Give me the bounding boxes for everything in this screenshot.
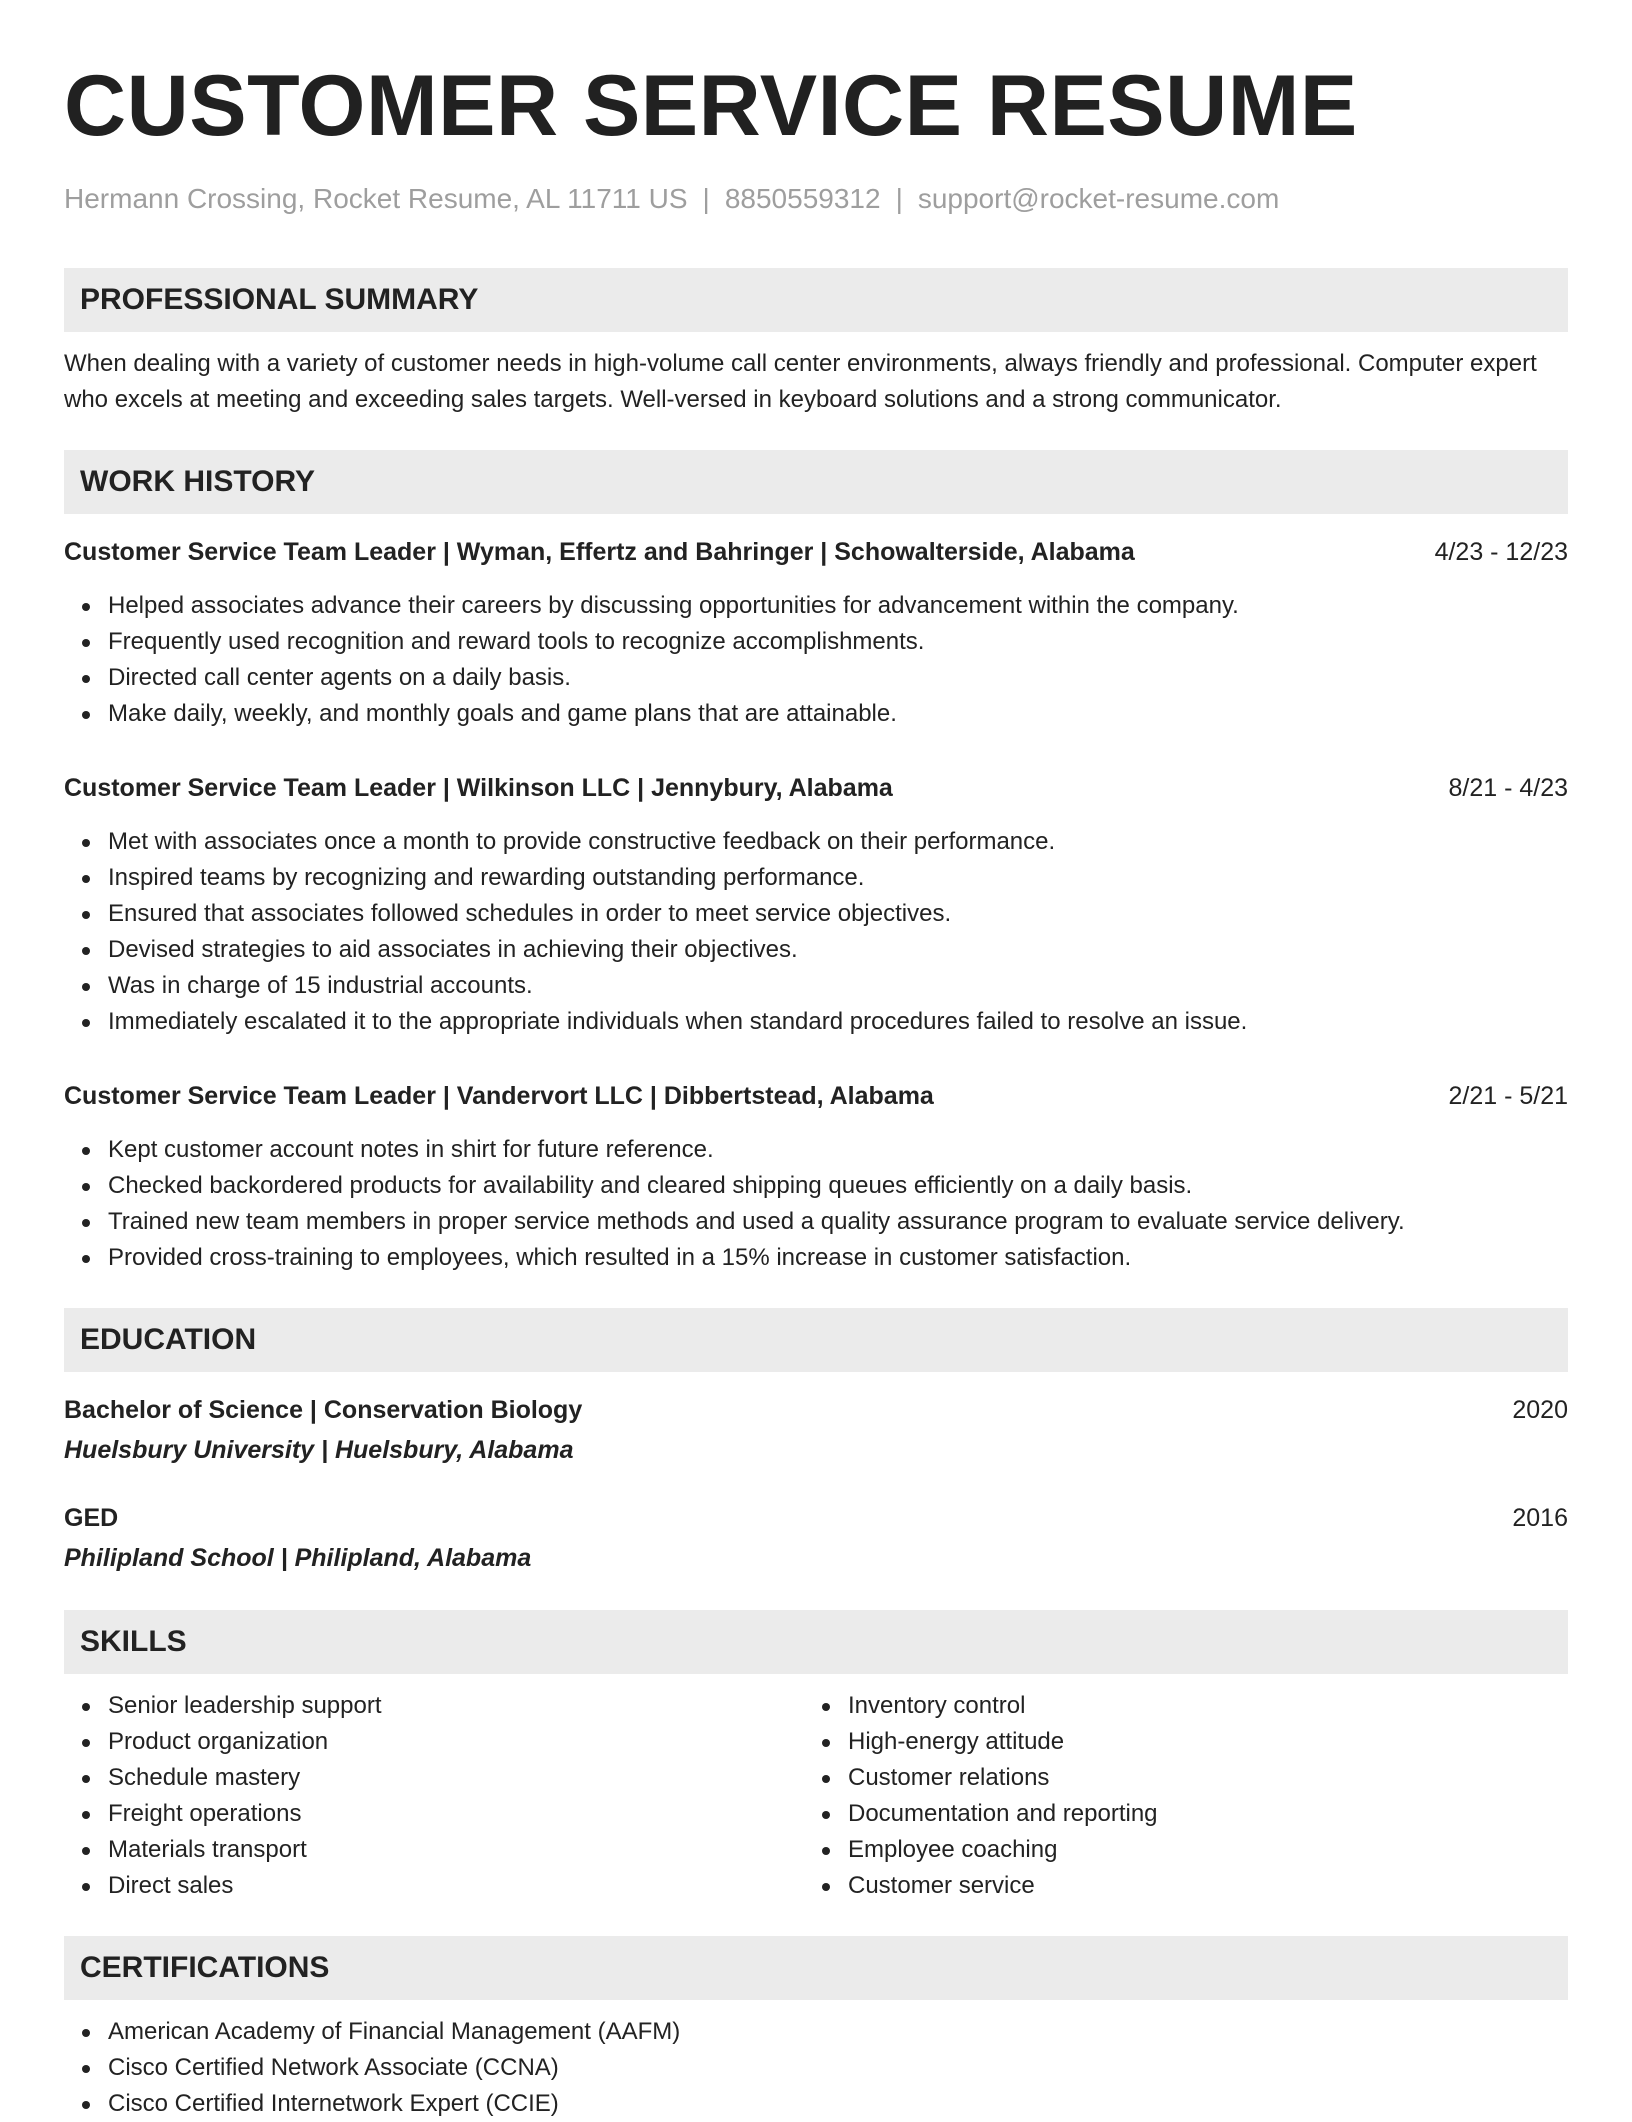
certifications-list bbox=[64, 2014, 1568, 2122]
job-header bbox=[64, 1078, 1568, 1114]
section-heading-certifications: CERTIFICATIONS bbox=[64, 1936, 1568, 2000]
skill-item: Inventory control bbox=[848, 1688, 1544, 1724]
job-title: Customer Service Team Leader | Wyman, Effertz and Bahringer | Schowalterside, Alabama bbox=[64, 538, 1135, 566]
skill-item: Product organization bbox=[108, 1724, 804, 1760]
job-bullet: Trained new team members in proper service methods and used a quality assurance program to evaluate service delivery. bbox=[108, 1204, 1568, 1240]
job-title: Customer Service Team Leader | Vandervort LLC | Dibbertstead, Alabama bbox=[64, 1082, 934, 1110]
skill-item: Materials transport bbox=[108, 1832, 804, 1868]
contact-address: Hermann Crossing, Rocket Resume, AL 11711 US bbox=[64, 183, 688, 214]
education-entry bbox=[64, 1500, 1568, 1576]
skill-item: Senior leadership support bbox=[108, 1688, 804, 1724]
job-bullets bbox=[64, 588, 1568, 732]
skill-item: Direct sales bbox=[108, 1868, 804, 1904]
job-title: Customer Service Team Leader | Wilkinson LLC | Jennybury, Alabama bbox=[64, 774, 893, 802]
certification-item: Cisco Certified Internetwork Expert (CCIE) bbox=[108, 2086, 1568, 2122]
education-header bbox=[64, 1500, 1568, 1536]
job-bullet: Directed call center agents on a daily basis. bbox=[108, 660, 1568, 696]
section-heading-education: EDUCATION bbox=[64, 1308, 1568, 1372]
job-entry bbox=[64, 1078, 1568, 1276]
job-bullet: Kept customer account notes in shirt for future reference. bbox=[108, 1132, 1568, 1168]
resume-page bbox=[64, 0, 1568, 2122]
job-bullet: Immediately escalated it to the appropriate individuals when standard procedures failed to resolve an issue. bbox=[108, 1004, 1568, 1040]
summary-text: When dealing with a variety of customer needs in high-volume call center environments, always friendly and professional. Computer expert who excels at meeting and exceeding sales targets. Well-versed in keyboard solutions and a strong communicator. bbox=[64, 350, 1537, 413]
contact-separator: | bbox=[702, 183, 710, 214]
section-heading-work-history: WORK HISTORY bbox=[64, 450, 1568, 514]
education-degree: Bachelor of Science | Conservation Biology bbox=[64, 1396, 583, 1424]
job-bullet: Make daily, weekly, and monthly goals and game plans that are attainable. bbox=[108, 696, 1568, 732]
job-dates: 8/21 - 4/23 bbox=[1448, 774, 1568, 802]
job-bullets bbox=[64, 824, 1568, 1040]
contact-separator: | bbox=[895, 183, 903, 214]
education-entry bbox=[64, 1392, 1568, 1468]
skills-column-left bbox=[64, 1688, 804, 1904]
job-bullet: Ensured that associates followed schedules in order to meet service objectives. bbox=[108, 896, 1568, 932]
job-bullet: Met with associates once a month to provide constructive feedback on their performance. bbox=[108, 824, 1568, 860]
education-degree: GED bbox=[64, 1504, 119, 1532]
certification-item: Cisco Certified Network Associate (CCNA) bbox=[108, 2050, 1568, 2086]
job-bullets bbox=[64, 1132, 1568, 1276]
skills-grid bbox=[64, 1688, 1568, 1904]
job-bullet: Was in charge of 15 industrial accounts. bbox=[108, 968, 1568, 1004]
education-year: 2020 bbox=[1512, 1396, 1568, 1424]
skill-item: Documentation and reporting bbox=[848, 1796, 1544, 1832]
job-entry bbox=[64, 534, 1568, 732]
contact-phone: 8850559312 bbox=[724, 183, 881, 214]
job-bullet: Devised strategies to aid associates in achieving their objectives. bbox=[108, 932, 1568, 968]
skill-item: Customer service bbox=[848, 1868, 1544, 1904]
contact-line bbox=[64, 182, 1568, 216]
certification-item: American Academy of Financial Management (AAFM) bbox=[108, 2014, 1568, 2050]
skill-item: Customer relations bbox=[848, 1760, 1544, 1796]
job-dates: 4/23 - 12/23 bbox=[1434, 538, 1568, 566]
resume-title: CUSTOMER SERVICE RESUME bbox=[64, 58, 1358, 154]
education-school: Philipland School | Philipland, Alabama bbox=[64, 1544, 532, 1572]
contact-email: support@rocket-resume.com bbox=[917, 183, 1280, 214]
skill-item: Freight operations bbox=[108, 1796, 804, 1832]
job-bullet: Inspired teams by recognizing and rewarding outstanding performance. bbox=[108, 860, 1568, 896]
job-header bbox=[64, 770, 1568, 806]
skills-list bbox=[64, 1688, 804, 1904]
education-year: 2016 bbox=[1512, 1504, 1568, 1532]
skill-item: High-energy attitude bbox=[848, 1724, 1544, 1760]
skill-item: Employee coaching bbox=[848, 1832, 1544, 1868]
skills-column-right bbox=[804, 1688, 1544, 1904]
education-header bbox=[64, 1392, 1568, 1428]
job-header bbox=[64, 534, 1568, 570]
job-bullet: Provided cross-training to employees, which resulted in a 15% increase in customer satisfaction. bbox=[108, 1240, 1568, 1276]
job-entry bbox=[64, 770, 1568, 1040]
section-heading-skills: SKILLS bbox=[64, 1610, 1568, 1674]
education-school: Huelsbury University | Huelsbury, Alabama bbox=[64, 1436, 574, 1464]
section-heading-summary: PROFESSIONAL SUMMARY bbox=[64, 268, 1568, 332]
job-bullet: Checked backordered products for availability and cleared shipping queues efficiently on a daily basis. bbox=[108, 1168, 1568, 1204]
job-bullet: Helped associates advance their careers by discussing opportunities for advancement within the company. bbox=[108, 588, 1568, 624]
job-dates: 2/21 - 5/21 bbox=[1448, 1082, 1568, 1110]
job-bullet: Frequently used recognition and reward tools to recognize accomplishments. bbox=[108, 624, 1568, 660]
skills-list bbox=[804, 1688, 1544, 1904]
skill-item: Schedule mastery bbox=[108, 1760, 804, 1796]
